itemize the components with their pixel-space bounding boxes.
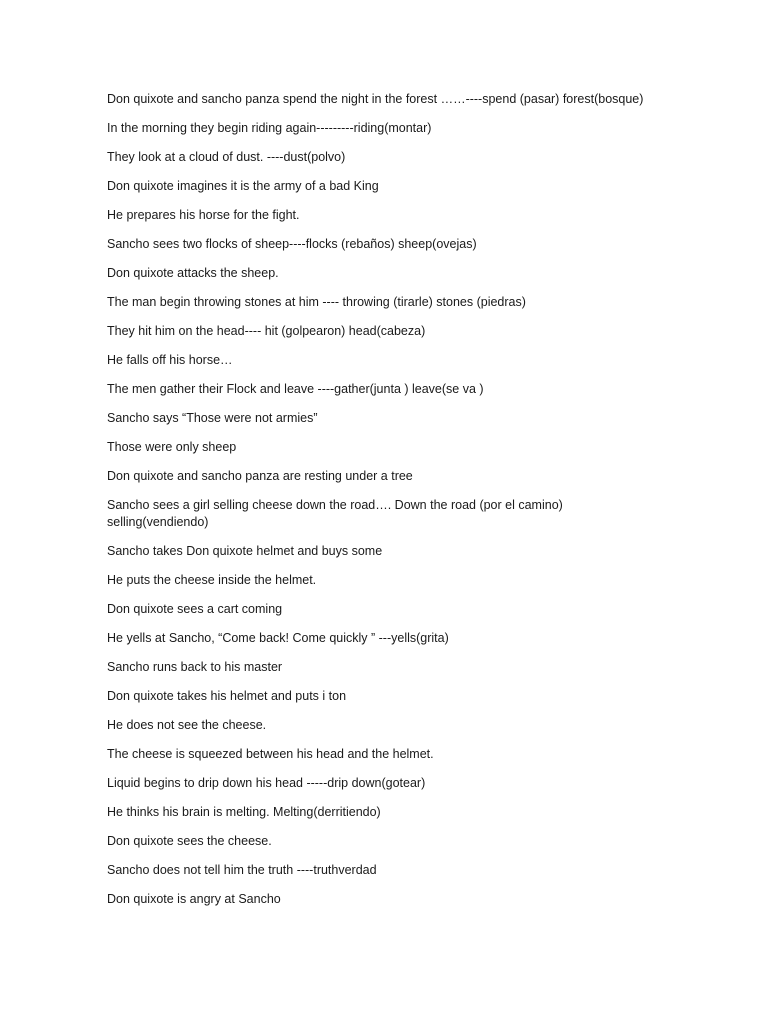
text-line: Don quixote sees a cart coming	[107, 602, 283, 616]
text-line: He falls off his horse…	[107, 353, 233, 367]
text-line: Sancho does not tell him the truth ----truthverdad	[107, 863, 377, 877]
text-line: He yells at Sancho, “Come back! Come quickly ” ---yells(grita)	[107, 631, 449, 645]
text-line: Sancho says “Those were not armies”	[107, 411, 318, 425]
text-line: The men gather their Flock and leave ----gather(junta ) leave(se va )	[107, 382, 484, 396]
text-line: They hit him on the head---- hit (golpearon) head(cabeza)	[107, 324, 426, 338]
text-line: Don quixote is angry at Sancho	[107, 892, 281, 906]
text-line: Sancho sees a girl selling cheese down the road…. Down the road (por el camino) selling(vendiendo)	[107, 498, 563, 529]
text-line: Don quixote imagines it is the army of a bad King	[107, 179, 379, 193]
text-line: He prepares his horse for the fight.	[107, 208, 300, 222]
text-line: Liquid begins to drip down his head -----drip down(gotear)	[107, 776, 426, 790]
text-line: The man begin throwing stones at him ---- throwing (tirarle) stones (piedras)	[107, 295, 526, 309]
text-line: The cheese is squeezed between his head and the helmet.	[107, 747, 434, 761]
text-line: Sancho runs back to his master	[107, 660, 283, 674]
text-line: They look at a cloud of dust. ----dust(polvo)	[107, 150, 346, 164]
text-line: Don quixote and sancho panza spend the night in the forest ……----spend (pasar) forest(bosque)	[107, 92, 644, 106]
text-line: Don quixote sees the cheese.	[107, 834, 272, 848]
document-body	[107, 91, 667, 920]
text-line: Sancho sees two flocks of sheep----flocks (rebaños) sheep(ovejas)	[107, 237, 477, 251]
text-line: Don quixote attacks the sheep.	[107, 266, 279, 280]
text-line: He does not see the cheese.	[107, 718, 267, 732]
text-line: He puts the cheese inside the helmet.	[107, 573, 317, 587]
text-line: Don quixote takes his helmet and puts i ton	[107, 689, 347, 703]
text-line: Those were only sheep	[107, 440, 237, 454]
text-line: Don quixote and sancho panza are resting under a tree	[107, 469, 413, 483]
text-line: Sancho takes Don quixote helmet and buys some	[107, 544, 383, 558]
text-line: In the morning they begin riding again---------riding(montar)	[107, 121, 432, 135]
text-line: He thinks his brain is melting. Melting(derritiendo)	[107, 805, 381, 819]
